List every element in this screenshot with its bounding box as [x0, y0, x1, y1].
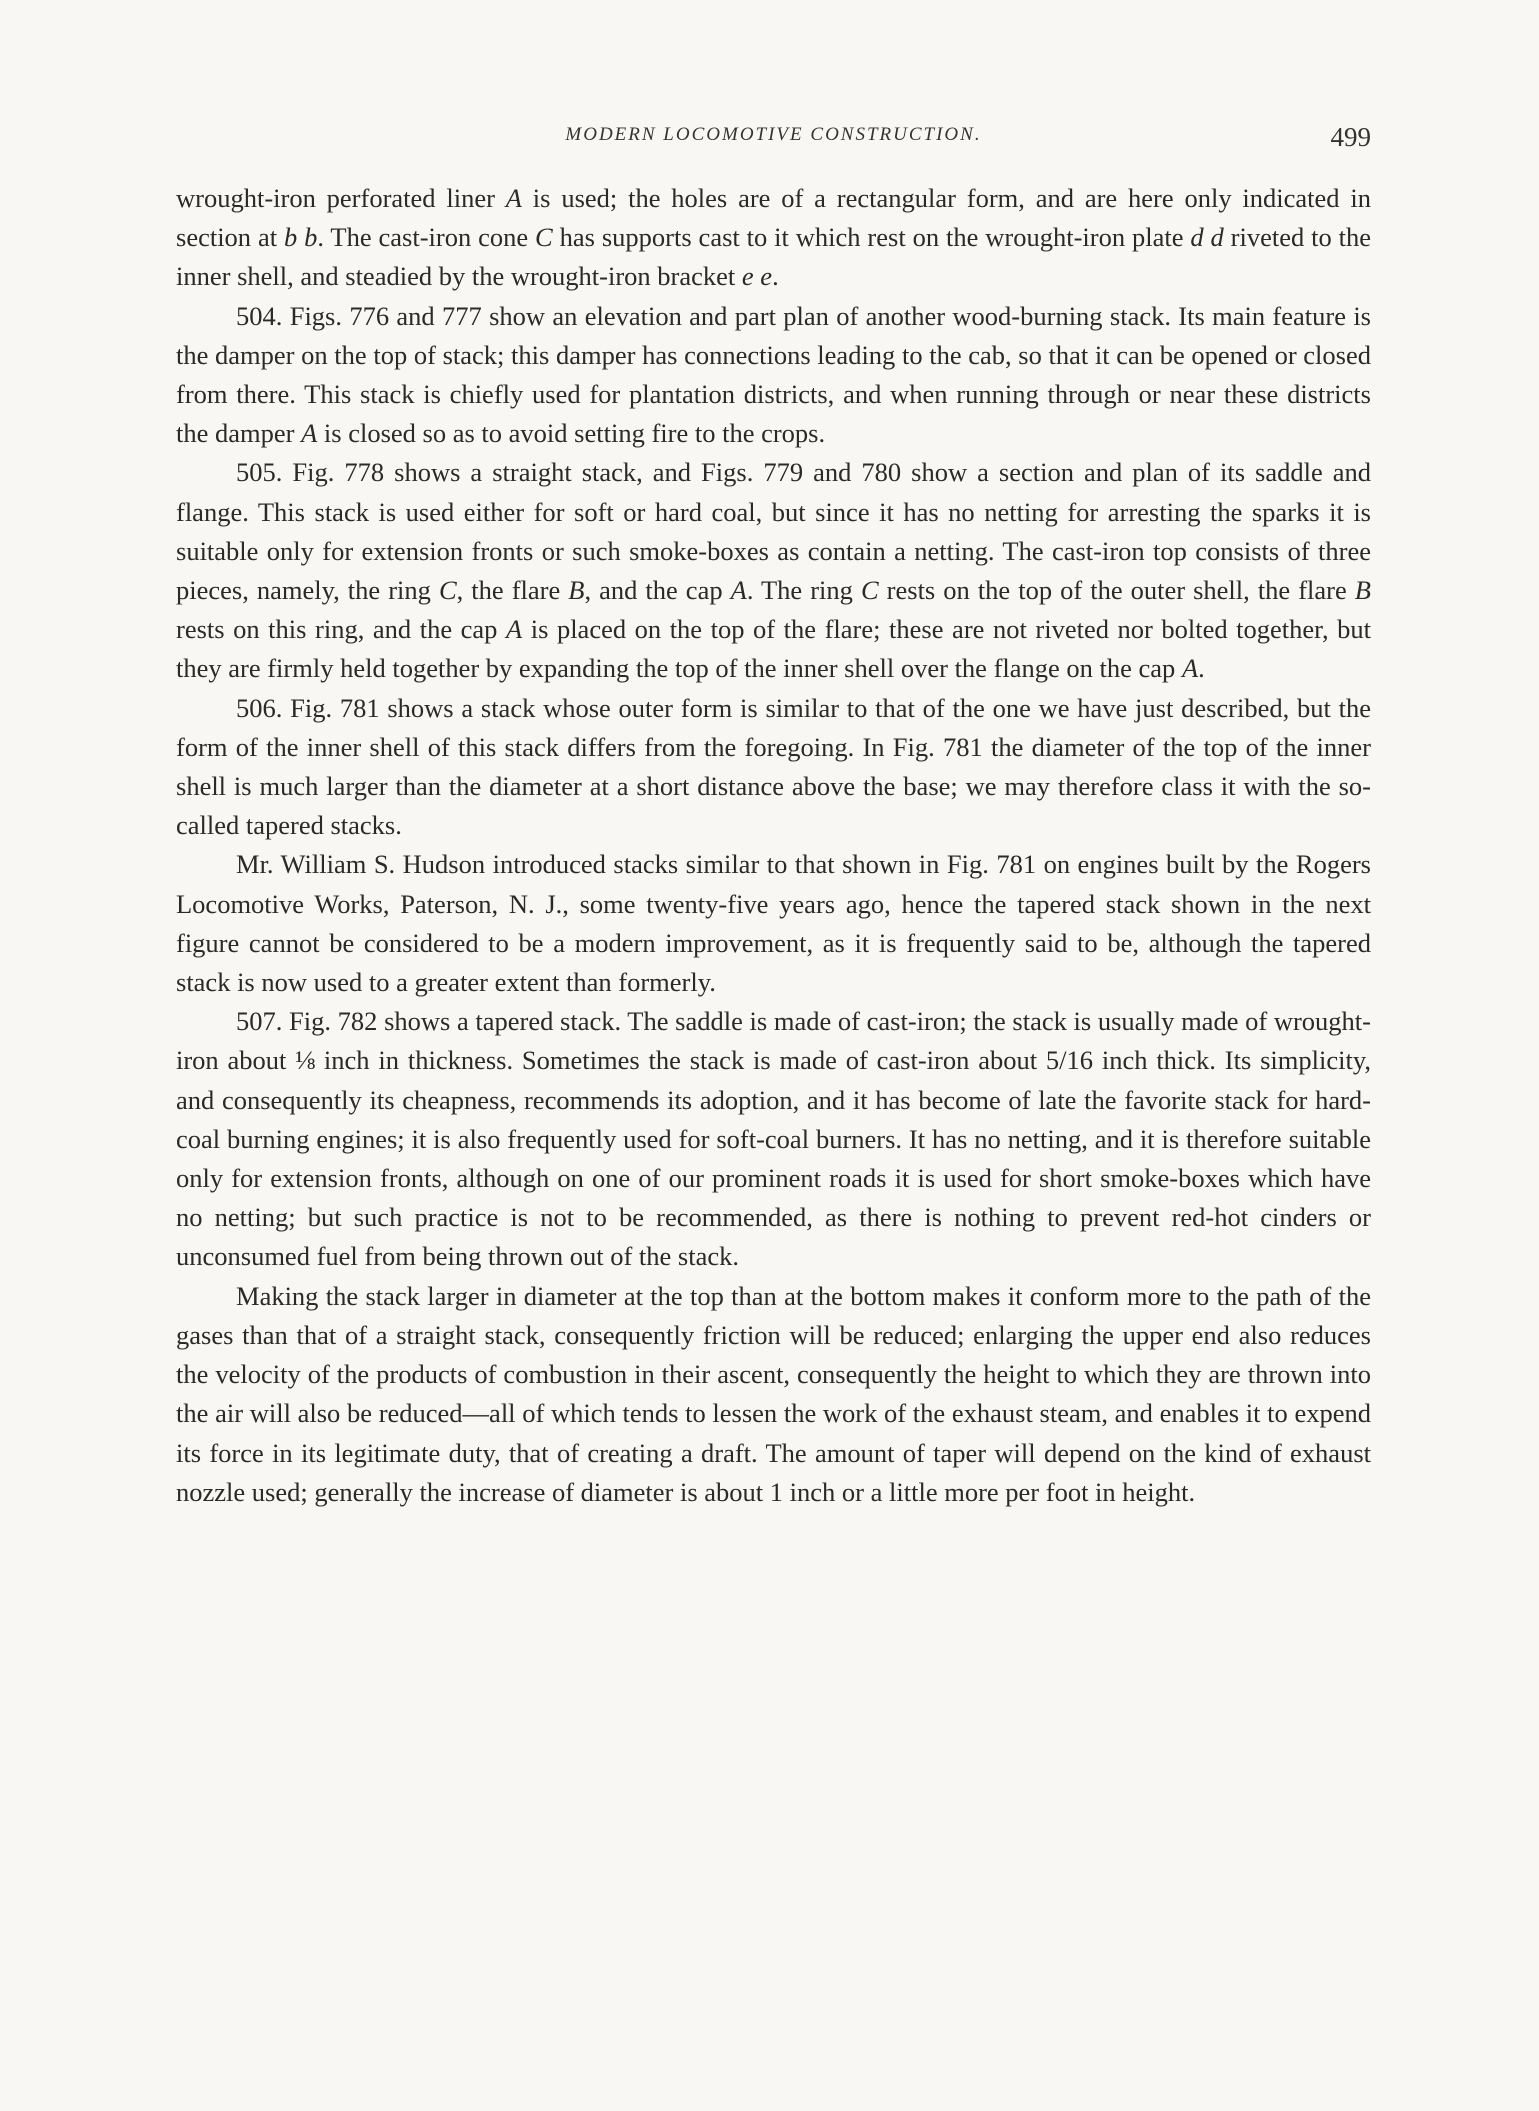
paragraph-506: 506. Fig. 781 shows a stack whose outer form is similar to that of the one we have just described, but the form of the inner shell of this stack differs from the foregoing. In Fig. 781 the diameter of the top of the inner shell is much larger than the diameter at a short distance above the base; we may therefore class it with the so-called tapered stacks.	[176, 692, 1371, 841]
italic-letter: b b	[283, 222, 318, 253]
italic-letter: A	[505, 614, 523, 645]
paragraph-taper: Making the stack larger in diameter at the top than at the bottom makes it conform more to the path of the gases than that of a straight stack, consequently friction will be reduced; enlarging the upper end also reduces the velocity of the products of combustion in their ascent, consequently the height to which they are thrown into the air will also be reduced—all of which tends to lessen the work of the exhaust steam, and enables it to expend its force in its legitimate duty, that of creating a draft. The amount of taper will depend on the kind of exhaust nozzle used; generally the increase of diameter is about 1 inch or a little more per foot in height.	[176, 1280, 1371, 1507]
running-title: MODERN LOCOMOTIVE CONSTRUCTION.	[565, 124, 982, 145]
italic-letter: C	[860, 575, 879, 606]
italic-letter: d d	[1190, 222, 1224, 253]
italic-letter: A	[505, 183, 522, 213]
italic-letter: A	[730, 575, 747, 606]
italic-letter: A	[301, 418, 318, 449]
paragraph-hudson: Mr. William S. Hudson introduced stacks similar to that shown in Fig. 781 on engines built by the Rogers Locomotive Works, Paterson, N. J., some twenty-five years ago, hence the tapered stack shown in the next figure cannot be considered to be a modern improvement, as it is frequently said to be, although the tapered stack is now used to a greater extent than formerly.	[176, 849, 1371, 998]
page-number: 499	[1330, 122, 1371, 152]
running-head	[176, 122, 1371, 152]
italic-letter: C	[438, 575, 457, 606]
body-text	[176, 179, 1371, 1512]
paragraph-507: 507. Fig. 782 shows a tapered stack. The saddle is made of cast-iron; the stack is usually made of wrought-iron about ⅛ inch in thickness. Sometimes the stack is made of cast-iron about 5/16 inch thick. Its simplicity, and consequently its cheapness, recommends its adoption, and it has become of late the favorite stack for hard-coal burning engines; it is also frequently used for soft-coal burners. It has no netting, and it is therefore suitable only for extension fronts, although on one of our prominent roads it is used for short smoke-boxes which have no netting; but such practice is not to be recommended, as there is nothing to prevent red-hot cinders or unconsumed fuel from being thrown out of the stack.	[176, 1006, 1371, 1272]
paragraph-continued: wrought-iron perforated liner A is used; the holes are of a rectangular form, and are here only indicated in section at b b. The cast-iron cone C has supports cast to it which rest on the wrought-iron plate d d riveted to the inner shell, and steadied by the wrought-iron bracket e e.	[176, 183, 1372, 292]
italic-letter: C	[535, 222, 553, 253]
italic-letter: A	[1181, 653, 1199, 684]
italic-letter: e e	[741, 261, 773, 292]
italic-letter: B	[568, 575, 585, 606]
paragraph-504: 504. Figs. 776 and 777 show an elevation and part plan of another wood-burning stack. Its main feature is the damper on the top of stack; this damper has connections leading to the cab, so that it can be opened or closed from there. This stack is chiefly used for plantation districts, and when running through or near these districts the damper A is closed so as to avoid setting fire to the crops.	[176, 300, 1371, 449]
paragraph-505: 505. Fig. 778 shows a straight stack, and Figs. 779 and 780 show a section and plan of its saddle and flange. This stack is used either for soft or hard coal, but since it has no netting for arresting the sparks it is suitable only for extension fronts or such smoke-boxes as contain a netting. The cast-iron top consists of three pieces, namely, the ring C, the flare B, and the cap A. The ring C rests on the top of the outer shell, the flare B rests on this ring, and the cap A is placed on the top of the flare; these are not riveted nor bolted together, but they are firmly held together by expanding the top of the inner shell over the flange on the cap A.	[176, 457, 1371, 684]
italic-letter: B	[1354, 575, 1371, 606]
